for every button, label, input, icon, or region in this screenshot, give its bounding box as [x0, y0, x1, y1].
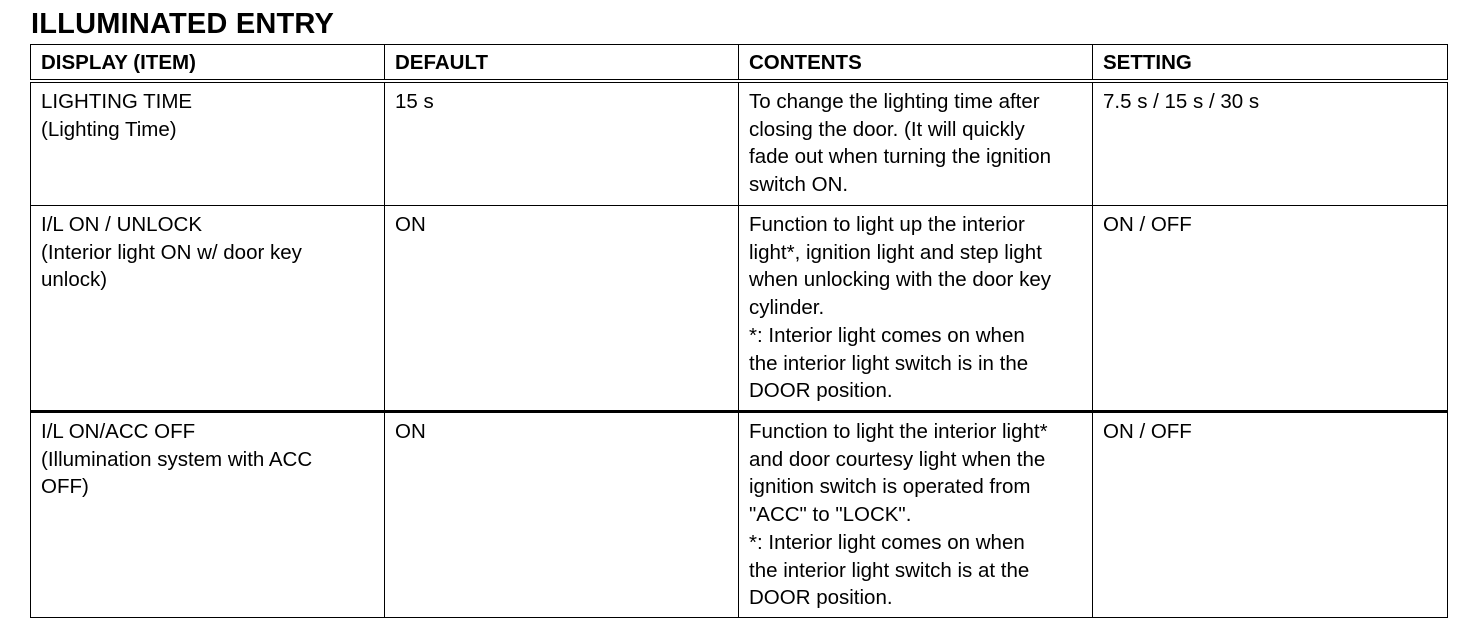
item-cell	[31, 81, 385, 206]
table-row	[31, 81, 1448, 206]
item-cell	[31, 206, 385, 412]
default-cell: ON	[385, 412, 739, 618]
setting-cell: ON / OFF	[1093, 412, 1448, 618]
header-setting: SETTING	[1093, 45, 1448, 82]
contents-line: fade out when turning the ignition	[749, 145, 1052, 169]
item-description: unlock)	[41, 268, 108, 292]
item-description: (Lighting Time)	[41, 117, 177, 141]
contents-line: "ACC" to "LOCK".	[749, 503, 912, 527]
setting-cell: ON / OFF	[1093, 206, 1448, 412]
header-display-item: DISPLAY (ITEM)	[31, 45, 385, 82]
contents-line: switch ON.	[749, 173, 849, 197]
default-cell: ON	[385, 206, 739, 412]
contents-cell	[739, 412, 1093, 618]
contents-cell	[739, 206, 1093, 412]
item-description: OFF)	[41, 475, 89, 499]
contents-cell	[739, 81, 1093, 206]
table-row	[31, 206, 1448, 412]
contents-line: To change the lighting time after	[749, 90, 1040, 113]
contents-line: the interior light switch is in the	[749, 351, 1029, 375]
contents-line: DOOR position.	[749, 586, 893, 610]
contents-line: Function to light up the interior	[749, 213, 1025, 236]
item-cell	[31, 412, 385, 618]
contents-line: the interior light switch is at the	[749, 558, 1030, 582]
settings-table	[30, 44, 1448, 618]
item-description: (Illumination system with ACC	[41, 447, 313, 471]
contents-line: DOOR position.	[749, 379, 893, 403]
contents-line: cylinder.	[749, 296, 825, 320]
contents-line: Function to light the interior light*	[749, 420, 1048, 443]
item-name: LIGHTING TIME	[41, 90, 193, 113]
contents-line: when unlocking with the door key	[749, 268, 1051, 292]
contents-line: *: Interior light comes on when	[749, 323, 1025, 347]
item-name: I/L ON / UNLOCK	[41, 213, 202, 236]
default-cell: 15 s	[385, 81, 739, 206]
header-default: DEFAULT	[385, 45, 739, 82]
item-name: I/L ON/ACC OFF	[41, 420, 196, 443]
page-title: ILLUMINATED ENTRY	[31, 8, 335, 40]
contents-line: and door courtesy light when the	[749, 447, 1046, 471]
setting-cell: 7.5 s / 15 s / 30 s	[1093, 81, 1448, 206]
header-contents: CONTENTS	[739, 45, 1093, 82]
contents-line: light*, ignition light and step light	[749, 240, 1042, 264]
contents-line: *: Interior light comes on when	[749, 530, 1025, 554]
contents-line: closing the door. (It will quickly	[749, 117, 1025, 141]
item-description: (Interior light ON w/ door key	[41, 240, 302, 264]
table-header-row	[31, 45, 1448, 82]
table-row	[31, 412, 1448, 618]
contents-line: ignition switch is operated from	[749, 475, 1031, 499]
